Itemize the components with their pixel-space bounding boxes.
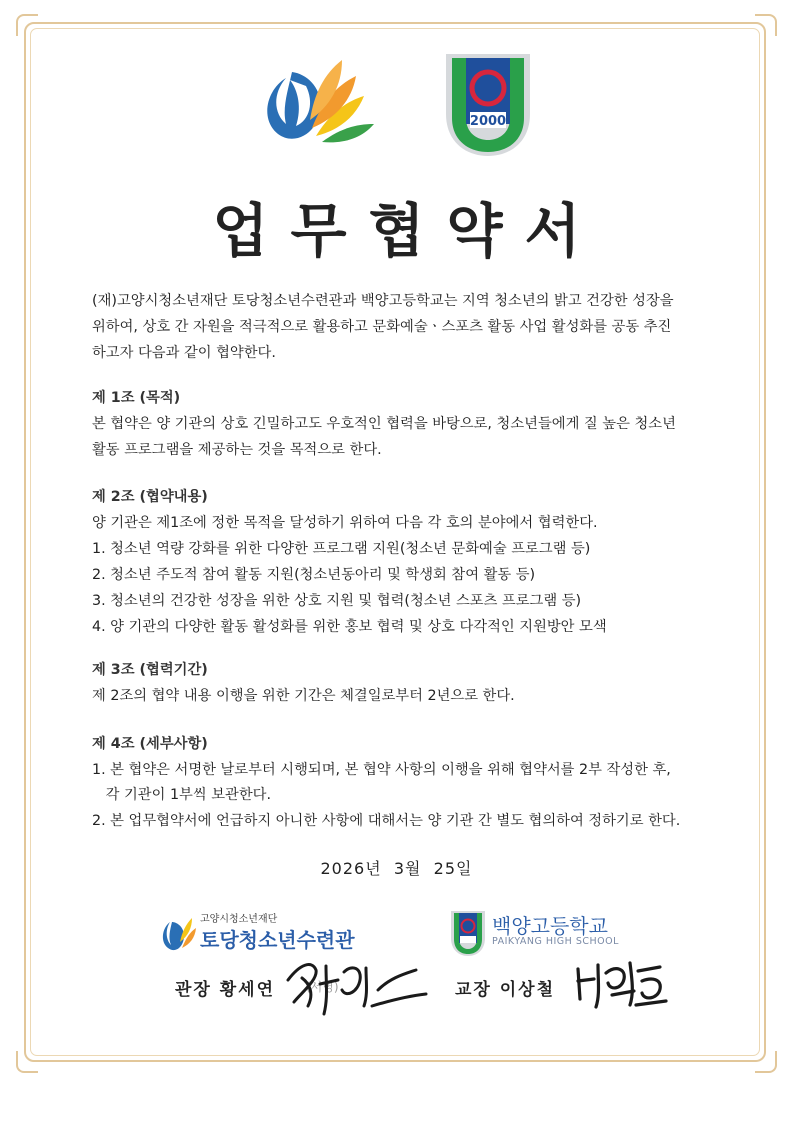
school-mini-emblem-icon — [448, 908, 488, 958]
intro-line: 위하여, 상호 간 자원을 적극적으로 활용하고 문화예술ㆍ스포츠 활동 사업 활성화를 공동 추진 — [92, 319, 672, 335]
logo-year-text: 2000 — [469, 114, 507, 129]
article-line: 2. 청소년 주도적 참여 활동 지원(청소년동아리 및 학생회 참여 활동 등) — [92, 567, 536, 583]
youth-foundation-mini-icon — [158, 914, 198, 954]
right-org-name: 백양고등학교 — [492, 914, 608, 938]
article-line: 1. 청소년 역량 강화를 위한 다양한 프로그램 지원(청소년 문화예술 프로그램 등) — [92, 541, 591, 557]
article-line: 각 기관이 1부씩 보관한다. — [92, 787, 272, 803]
left-handwritten-signature — [282, 950, 432, 1020]
article-heading: 제 3조 (협력기간) — [92, 662, 208, 678]
border-corner — [755, 14, 777, 36]
right-handwritten-signature — [572, 955, 672, 1015]
left-org-name: 토당청소년수련관 — [200, 928, 355, 952]
border-corner — [16, 14, 38, 36]
school-emblem-logo — [440, 48, 536, 160]
article-line: 2. 본 업무협약서에 언급하지 아니한 사항에 대해서는 양 기관 간 별도 협의하여 정하기로 한다. — [92, 813, 681, 829]
document-title: 업무협약서 — [212, 197, 603, 265]
intro-line: 하고자 다음과 같이 협약한다. — [92, 345, 276, 361]
right-org-logo — [448, 904, 658, 962]
seal-placeholder: (서명) — [306, 980, 339, 994]
border-corner — [755, 1051, 777, 1073]
left-org-small-name: 고양시청소년재단 — [200, 914, 278, 925]
article-line: 3. 청소년의 건강한 성장을 위한 상호 지원 및 협력(청소년 스포츠 프로그램 등) — [92, 593, 582, 609]
article-line: 본 협약은 양 기관의 상호 긴밀하고도 우호적인 협력을 바탕으로, 청소년들에게 질 높은 청소년 — [92, 416, 676, 432]
article-heading: 제 4조 (세부사항) — [92, 736, 208, 752]
right-org-english-name: PAIKYANG HIGH SCHOOL — [492, 936, 619, 947]
article-heading: 제 2조 (협약내용) — [92, 489, 208, 505]
article-line: 활동 프로그램을 제공하는 것을 목적으로 한다. — [92, 442, 382, 458]
article-line: 제 2조의 협약 내용 이행을 위한 기간은 체결일로부터 2년으로 한다. — [92, 688, 515, 704]
article-line: 양 기관은 제1조에 정한 목적을 달성하기 위하여 다음 각 호의 분야에서 협력한다. — [92, 515, 598, 531]
left-signer: 관장 황세연 — [175, 980, 276, 1000]
right-signer: 교장 이상철 — [455, 980, 556, 1000]
agreement-date: 2026년 3월 25일 — [320, 859, 473, 878]
intro-line: (재)고양시청소년재단 토당청소년수련관과 백양고등학교는 지역 청소년의 밝고 건강한 성장을 — [92, 293, 674, 309]
article-line: 4. 양 기관의 다양한 활동 활성화를 위한 홍보 협력 및 상호 다각적인 지원방안 모색 — [92, 619, 607, 635]
article-heading: 제 1조 (목적) — [92, 390, 181, 406]
youth-foundation-logo — [252, 50, 382, 150]
article-line: 1. 본 협약은 서명한 날로부터 시행되며, 본 협약 사항의 이행을 위해 협약서를 2부 작성한 후, — [92, 762, 671, 778]
border-corner — [16, 1051, 38, 1073]
